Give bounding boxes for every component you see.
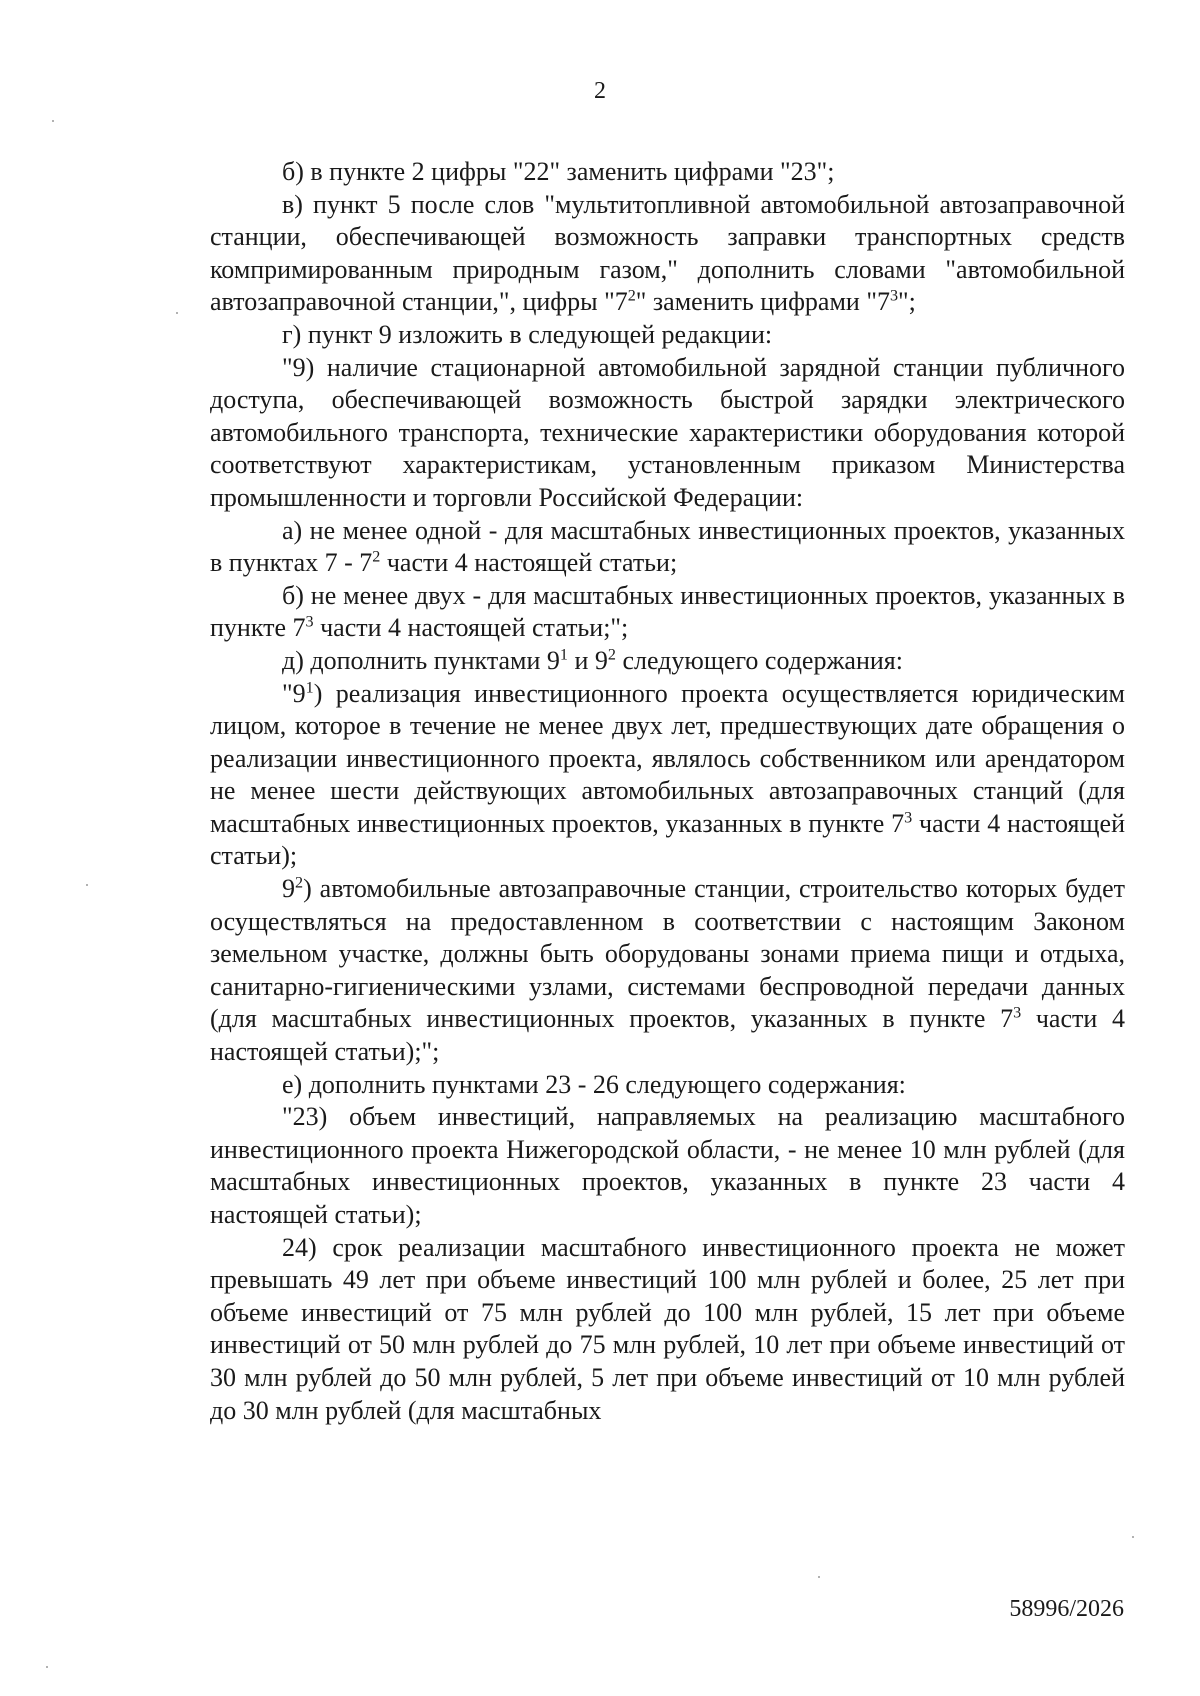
- paragraph-p5: [210, 515, 1125, 580]
- text-run: части 4 настоящей статьи);: [210, 808, 1125, 871]
- text-run: в) пункт 5 после слов "мультитопливной автомобильной автозаправочной станции, обеспечивающей возможность заправки транспортных средств компримированным природным газом," дополнить словами "автомобильной автозаправочной станции,", цифры "7: [210, 189, 1125, 317]
- scan-speck: [52, 120, 54, 122]
- paragraph-p10: [210, 1069, 1125, 1102]
- scan-speck: [46, 1666, 48, 1668]
- paragraph-p2: [210, 189, 1125, 319]
- page-number: 2: [594, 78, 606, 104]
- superscript: 2: [627, 287, 636, 305]
- paragraph-p9: [210, 873, 1125, 1069]
- text-run: части 4 настоящей статьи);";: [210, 1004, 1125, 1067]
- superscript: 1: [305, 678, 314, 696]
- document-body: [210, 156, 1125, 1427]
- text-run: "23) объем инвестиций, направляемых на реализацию масштабного инвестиционного проекта Нижегородской области, - не менее 10 млн рублей (для масштабных инвестиционных проектов, указанных в пункте 23 части 4 настоящей статьи);: [210, 1102, 1125, 1229]
- superscript: 2: [372, 548, 381, 566]
- text-run: е) дополнить пунктами 23 - 26 следующего содержания:: [282, 1069, 906, 1099]
- text-run: части 4 настоящей статьи;";: [313, 613, 629, 643]
- superscript: 3: [889, 287, 899, 305]
- paragraph-p1: [210, 156, 1125, 189]
- text-run: и 9: [567, 645, 608, 675]
- text-run: "9: [282, 678, 306, 708]
- scan-speck: [86, 884, 88, 886]
- paragraph-p7: [210, 645, 1125, 678]
- superscript: 2: [295, 874, 304, 892]
- text-run: части 4 настоящей статьи;: [380, 548, 678, 578]
- paragraph-p12: [210, 1232, 1125, 1428]
- superscript: 2: [607, 646, 616, 664]
- superscript: 3: [305, 613, 314, 631]
- paragraph-p8: [210, 678, 1125, 874]
- document-code: 58996/2026: [1009, 1596, 1124, 1622]
- superscript: 3: [904, 809, 913, 827]
- text-run: следующего содержания:: [615, 645, 903, 675]
- text-run: "9) наличие стационарной автомобильной зарядной станции публичного доступа, обеспечивающей возможность быстрой зарядки электрического автомобильного транспорта, технические характеристики оборудования которой соответствуют характеристикам, установленным приказом Министерства промышленности и торговли Российской Федерации:: [210, 352, 1125, 512]
- superscript: 1: [559, 646, 568, 664]
- text-run: ) реализация инвестиционного проекта осуществляется юридическим лицом, которое в течение не менее двух лет, предшествующих дате обращения о реализации инвестиционного проекта, являлось собственником или арендатором не менее шести действующих автомобильных автозаправочных станций (для масштабных инвестиционных проектов, указанных в пункте 7: [210, 678, 1125, 838]
- scan-speck: [176, 312, 178, 314]
- text-run: ";: [898, 287, 916, 317]
- text-run: 9: [282, 874, 295, 904]
- paragraph-p11: [210, 1101, 1125, 1231]
- paragraph-p6: [210, 580, 1125, 645]
- scan-speck: [1132, 1536, 1134, 1538]
- paragraph-p4: [210, 352, 1125, 515]
- text-run: ) автомобильные автозаправочные станции, строительство которых будет осуществляться на предоставленном в соответствии с настоящим Законом земельном участке, должны быть оборудованы зонами приема пищи и отдыха, санитарно-гигиеническими узлами, системами беспроводной передачи данных (для масштабных инвестиционных проектов, указанных в пункте 7: [210, 874, 1125, 1034]
- text-run: г) пункт 9 изложить в следующей редакции:: [282, 319, 773, 349]
- paragraph-p3: [210, 319, 1125, 352]
- text-run: " заменить цифрами "7: [635, 287, 890, 317]
- text-run: б) в пункте 2 цифры "22" заменить цифрами "23";: [282, 157, 835, 186]
- superscript: 3: [1013, 1004, 1022, 1022]
- text-run: д) дополнить пунктами 9: [282, 645, 560, 675]
- scan-speck: [818, 1576, 820, 1578]
- text-run: а) не менее одной - для масштабных инвестиционных проектов, указанных в пунктах 7 - 7: [210, 515, 1125, 578]
- text-run: 24) срок реализации масштабного инвестиционного проекта не может превышать 49 лет при объеме инвестиций 100 млн рублей и более, 25 лет при объеме инвестиций от 75 млн рублей до 100 млн рублей, 15 лет при объеме инвестиций от 50 млн рублей до 75 млн рублей, 10 лет при объеме инвестиций от 30 млн рублей до 50 млн рублей, 5 лет при объеме инвестиций от 10 млн рублей до 30 млн рублей (для масштабных: [210, 1232, 1125, 1425]
- text-run: б) не менее двух - для масштабных инвестиционных проектов, указанных в пункте 7: [210, 580, 1125, 643]
